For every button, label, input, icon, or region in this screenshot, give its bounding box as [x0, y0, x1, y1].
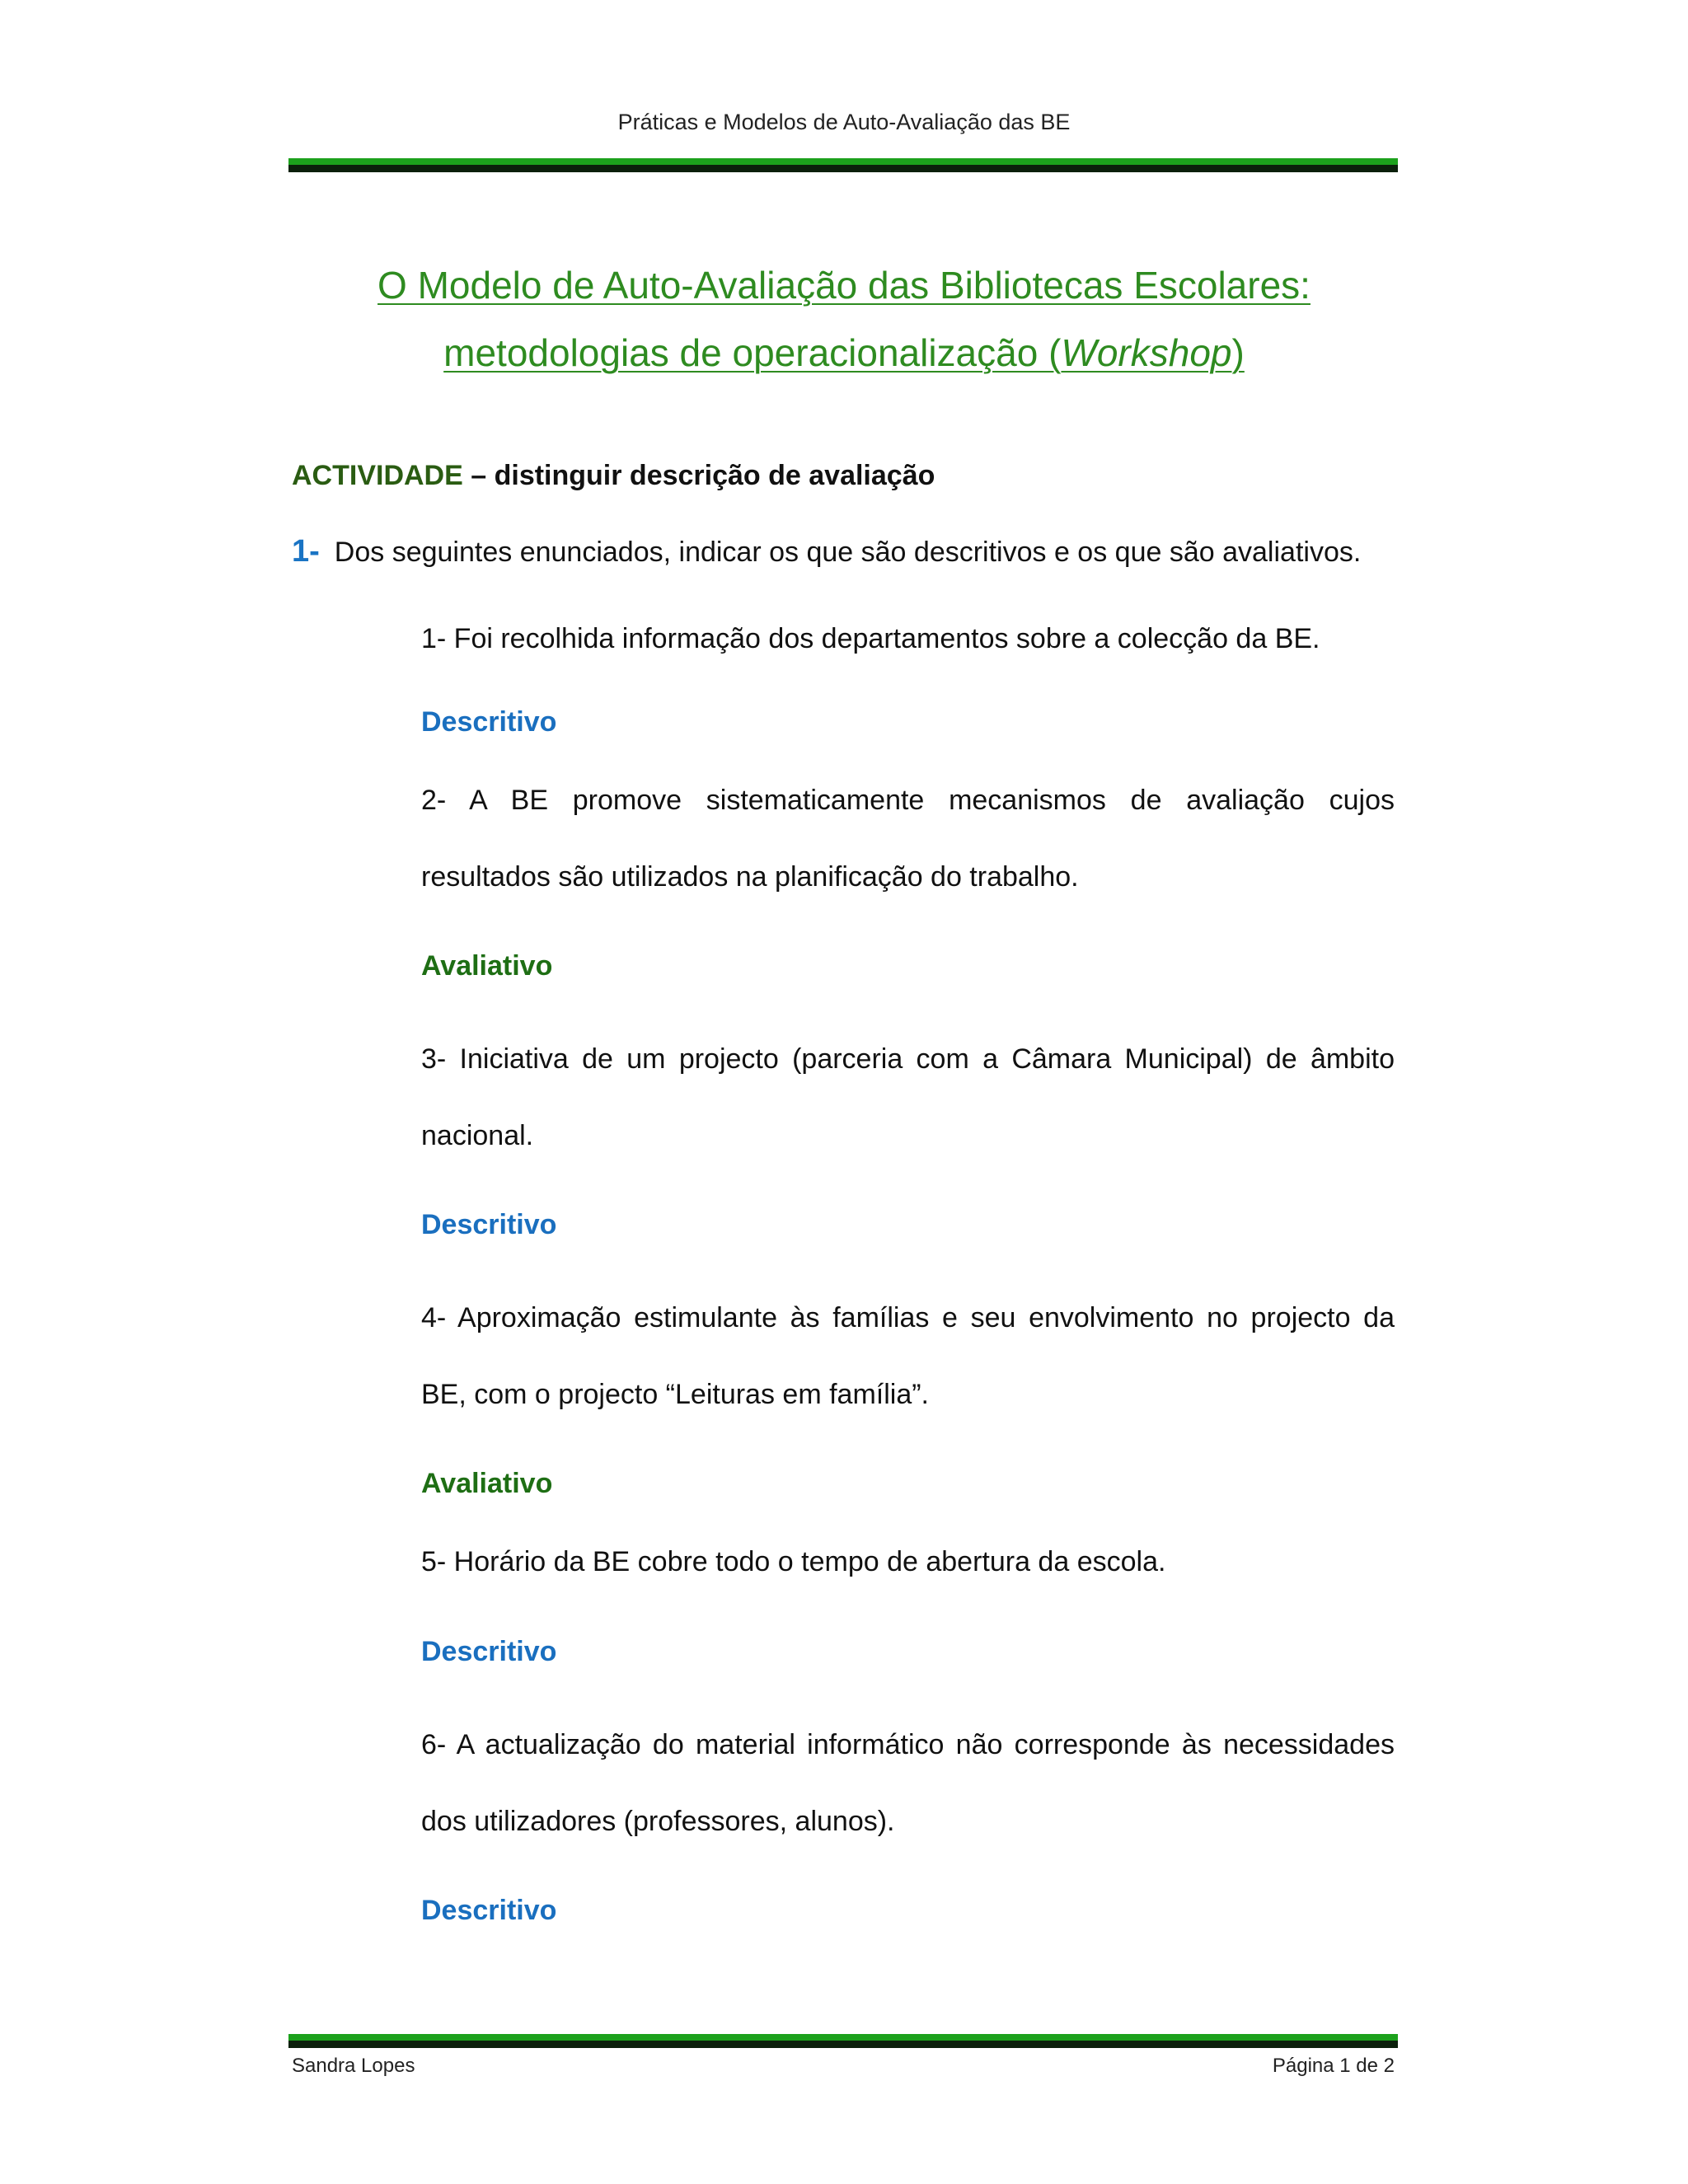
running-header: Práticas e Modelos de Auto-Avaliação das BE [617, 110, 1071, 134]
title-line-1: O Modelo de Auto-Avaliação das Bibliotecas Escolares: [377, 264, 1311, 307]
footer-page-number: Página 1 de 2 [1272, 2055, 1395, 2077]
answer-6: Descritivo [421, 1895, 557, 1926]
question-number: 1- [292, 534, 320, 569]
answer-3: Descritivo [421, 1209, 557, 1240]
statement-5: 5- Horário da BE cobre todo o tempo de abertura da escola. [421, 1546, 1166, 1577]
answer-4: Avaliativo [421, 1468, 553, 1499]
statement-1: 1- Foi recolhida informação dos departamentos sobre a colecção da BE. [421, 623, 1320, 654]
question-text: Dos seguintes enunciados, indicar os que são descritivos e os que são avaliativos. [334, 537, 1362, 568]
statement-3: 3- Iniciativa de um projecto (parceria com a Câmara Municipal) de âmbito nacional. [421, 1043, 1395, 1151]
statement-6: 6- A actualização do material informático não corresponde às necessidades dos utilizadores (professores, alunos). [421, 1729, 1395, 1837]
document-title [0, 251, 1688, 387]
title-line-2: metodologias de operacionalização (Workshop) [443, 331, 1245, 374]
header-rule [288, 158, 1398, 172]
answer-2: Avaliativo [421, 950, 553, 982]
statement-2: 2- A BE promove sistematicamente mecanismos de avaliação cujos resultados são utilizados na planificação do trabalho. [421, 785, 1395, 893]
footer-rule [288, 2034, 1398, 2048]
activity-label: ACTIVIDADE [292, 460, 463, 491]
activity-heading [292, 460, 935, 492]
footer-author: Sandra Lopes [292, 2055, 415, 2077]
title-italic-word: Workshop [1061, 331, 1232, 374]
statement-4: 4- Aproximação estimulante às famílias e seu envolvimento no projecto da BE, com o projecto “Leituras em família”. [421, 1302, 1395, 1410]
answer-5: Descritivo [421, 1636, 557, 1667]
activity-description: – distinguir descrição de avaliação [462, 460, 935, 491]
answer-1: Descritivo [421, 706, 557, 738]
question-1 [292, 534, 1361, 569]
